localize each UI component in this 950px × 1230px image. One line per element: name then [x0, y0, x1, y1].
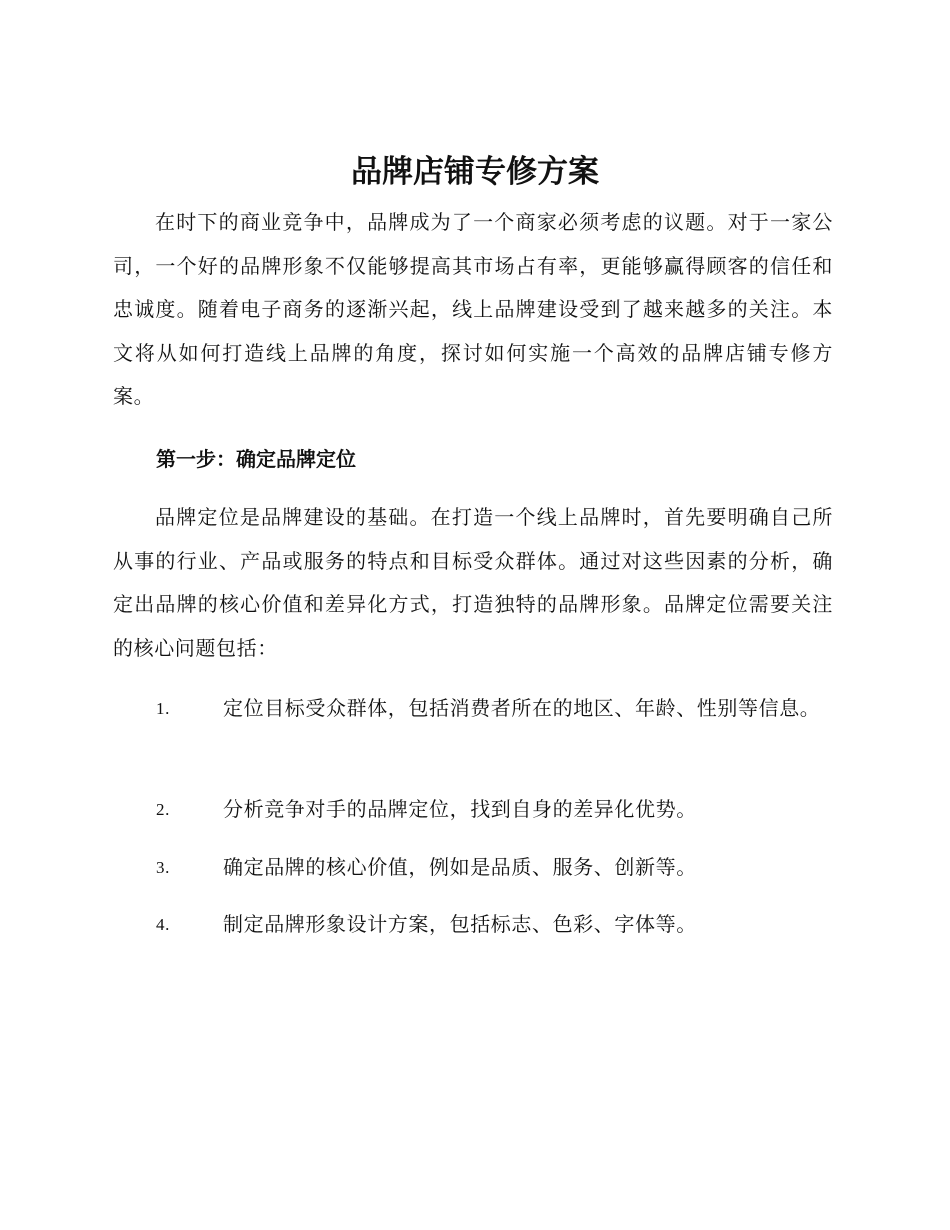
list-item — [113, 687, 833, 731]
list-item-text: 确定品牌的核心价值，例如是品质、服务、创新等。 — [223, 855, 697, 879]
list-item-number: 4. — [156, 915, 170, 934]
list-item-text: 制定品牌形象设计方案，包括标志、色彩、字体等。 — [223, 912, 697, 936]
list-item-text: 分析竞争对手的品牌定位，找到自身的差异化优势。 — [223, 797, 697, 821]
intro-paragraph: 在时下的商业竞争中，品牌成为了一个商家必须考虑的议题。对于一家公司，一个好的品牌形象不仅能够提高其市场占有率，更能够赢得顾客的信任和忠诚度。随着电子商务的逐渐兴起，线上品牌建设受到了越来越多的关注。本文将从如何打造线上品牌的角度，探讨如何实施一个高效的品牌店铺专修方案。 — [113, 210, 833, 408]
list-item — [113, 903, 833, 947]
list-item-number: 1. — [156, 699, 170, 718]
step-one-heading: 第一步：确定品牌定位 — [156, 447, 356, 471]
document-title: 品牌店铺专修方案 — [351, 154, 599, 190]
list-item — [113, 846, 833, 890]
list-item-number: 2. — [156, 800, 170, 819]
step-one-paragraph: 品牌定位是品牌建设的基础。在打造一个线上品牌时，首先要明确自己所从事的行业、产品或服务的特点和目标受众群体。通过对这些因素的分析，确定出品牌的核心价值和差异化方式，打造独特的品牌形象。品牌定位需要关注的核心问题包括： — [113, 505, 833, 660]
list-item — [113, 788, 833, 832]
list-item-number: 3. — [156, 858, 170, 877]
list-item-text: 定位目标受众群体，包括消费者所在的地区、年龄、性别等信息。 — [223, 696, 821, 720]
